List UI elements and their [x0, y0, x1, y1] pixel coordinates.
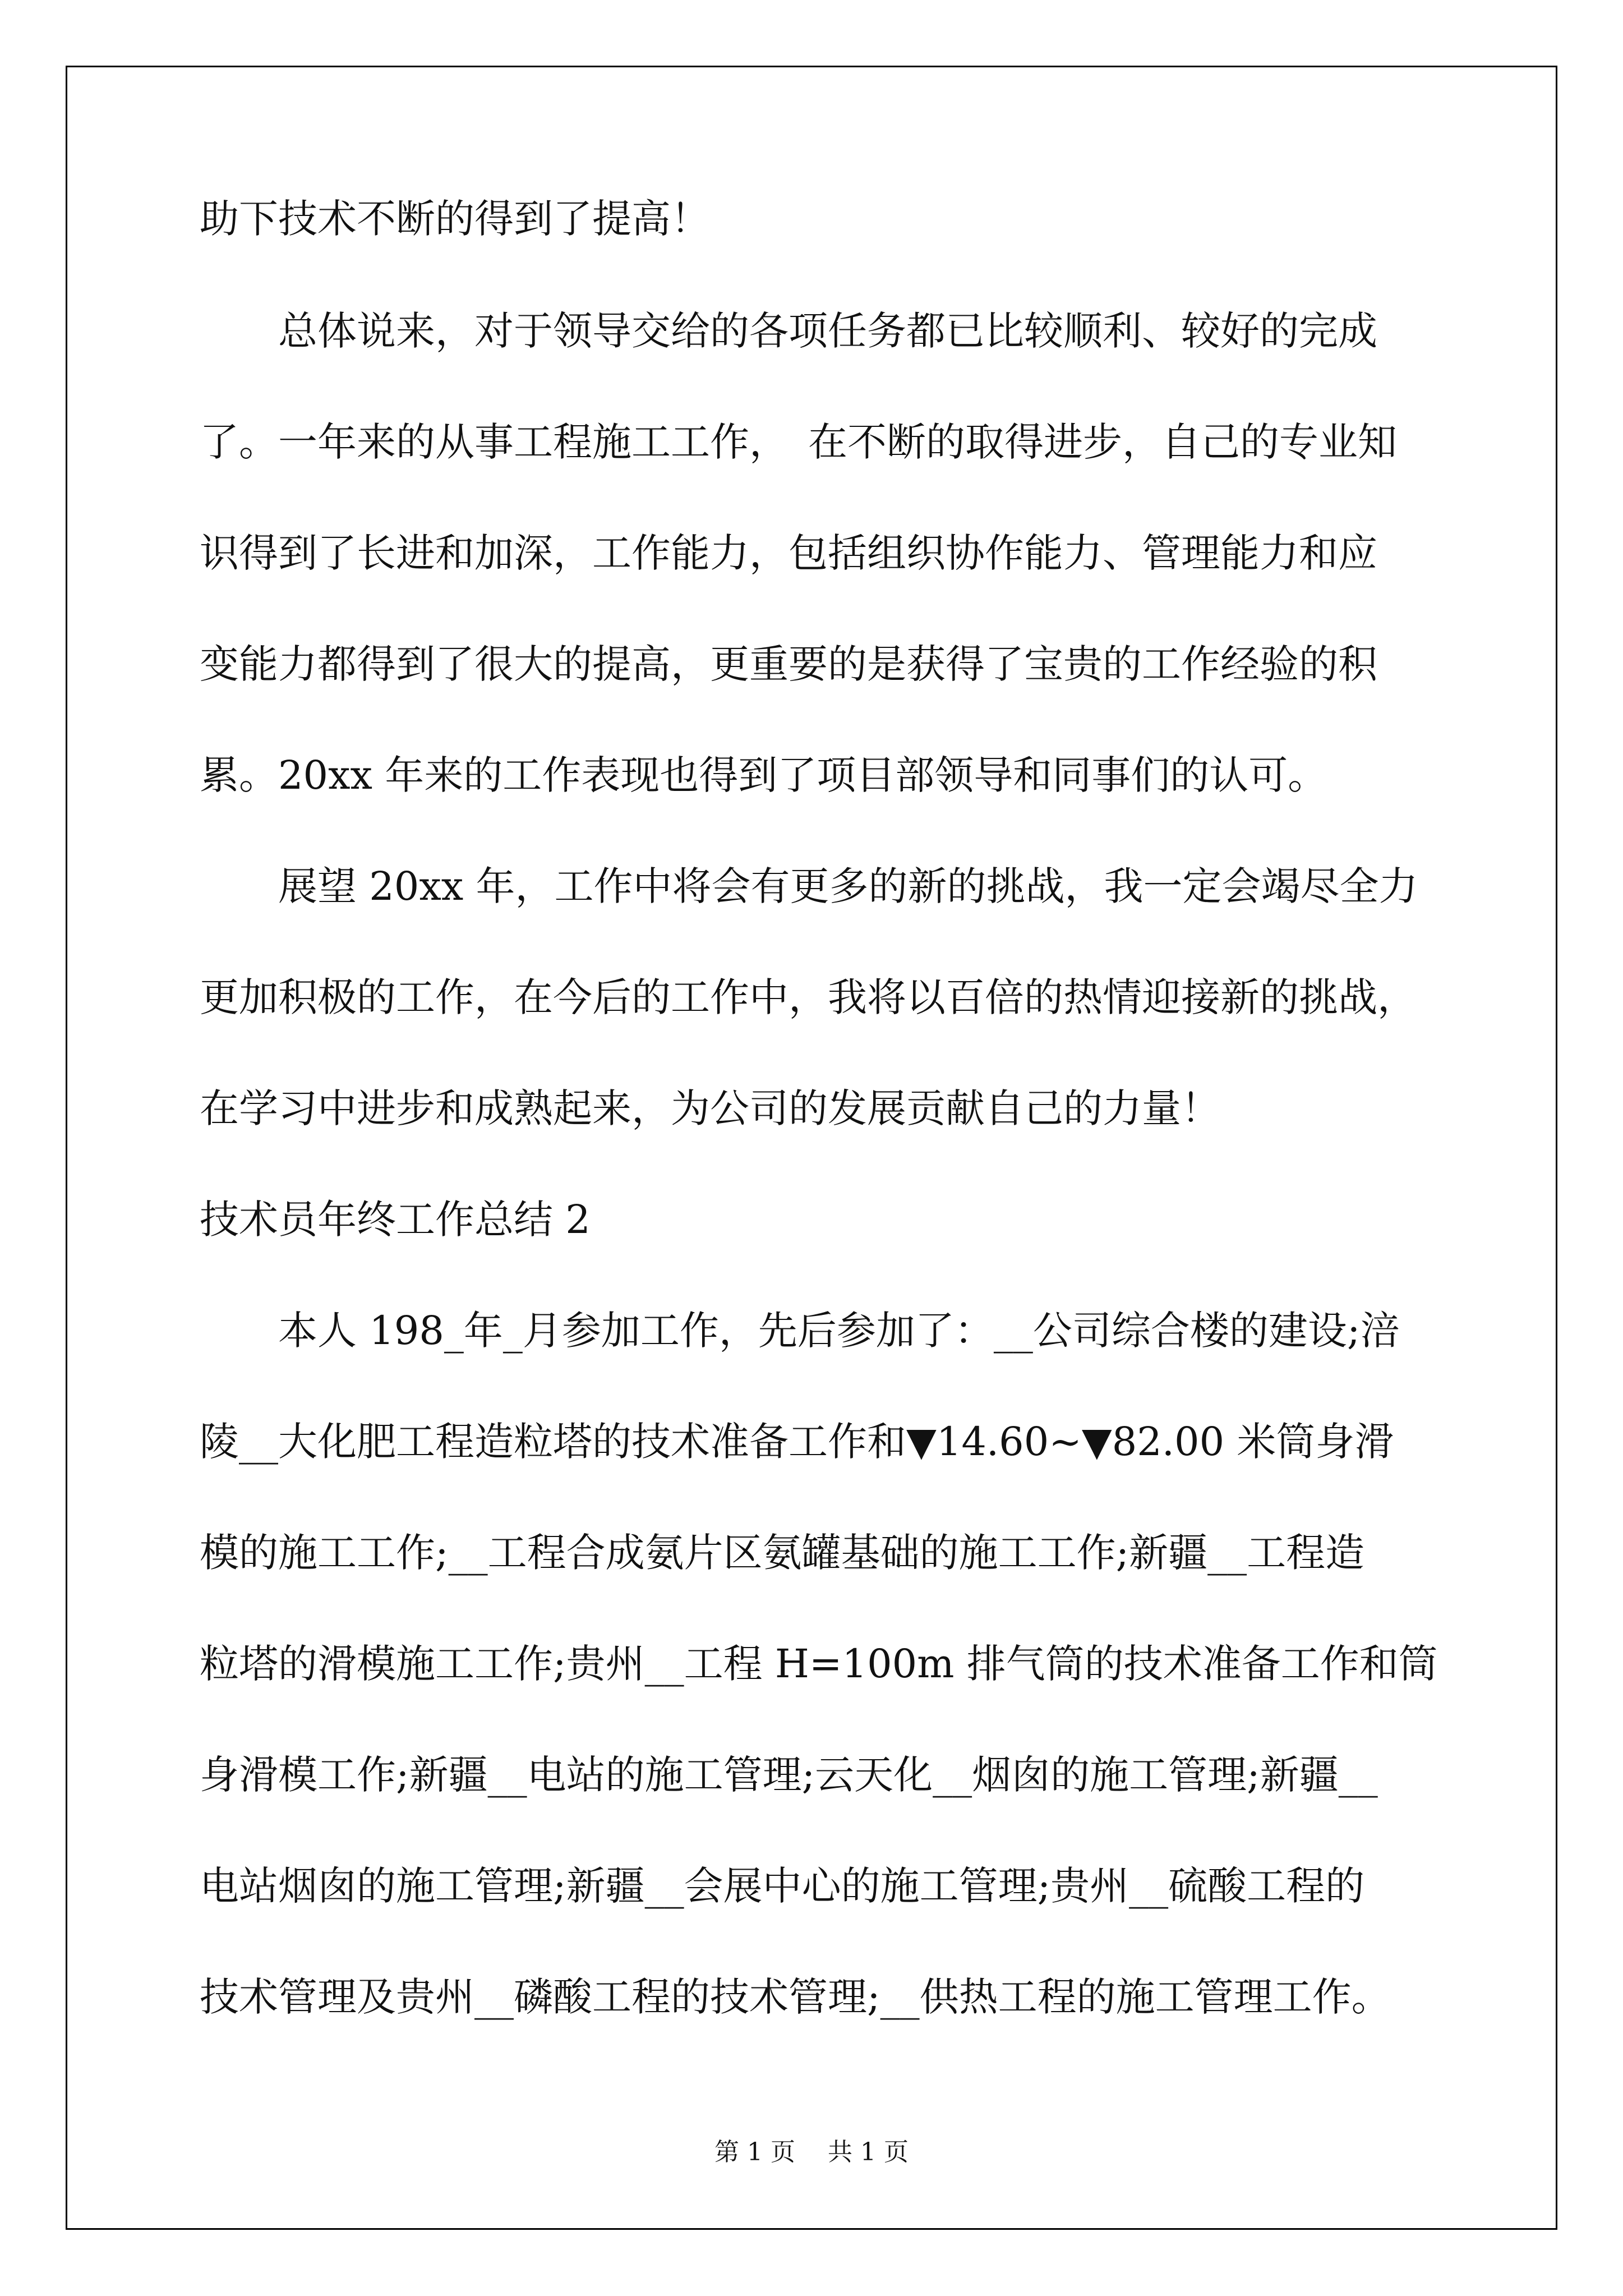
text-line: 技术管理及贵州__磷酸工程的技术管理;__供热工程的施工管理工作。	[200, 1974, 1391, 2020]
text-line: 了。一年来的从事工程施工工作， 在不断的取得进步，自己的专业知	[200, 419, 1397, 465]
text-line: 累。20xx 年来的工作表现也得到了项目部领导和同事们的认可。	[200, 752, 1327, 798]
text-line: 助下技术不断的得到了提高！	[200, 196, 710, 242]
text-line: 身滑模工作;新疆__电站的施工管理;云天化__烟囱的施工管理;新疆__	[200, 1752, 1378, 1798]
page-number-footer: 第 1 页 共 1 页	[714, 2138, 909, 2166]
text-line: 电站烟囱的施工管理;新疆__会展中心的施工管理;贵州__硫酸工程的	[200, 1863, 1365, 1909]
text-line: 变能力都得到了很大的提高，更重要的是获得了宝贵的工作经验的积	[200, 641, 1377, 687]
text-line: 本人 198_年_月参加工作，先后参加了：__公司综合楼的建设;涪	[200, 1308, 1400, 1354]
text-line: 粒塔的滑模施工工作;贵州__工程 H=100m 排气筒的技术准备工作和筒	[200, 1641, 1438, 1687]
text-line: 更加积极的工作，在今后的工作中，我将以百倍的热情迎接新的挑战，	[200, 974, 1417, 1020]
section-heading: 技术员年终工作总结 2	[200, 1197, 591, 1243]
text-line: 展望 20xx 年，工作中将会有更多的新的挑战，我一定会竭尽全力	[200, 863, 1418, 909]
text-line: 模的施工工作;__工程合成氨片区氨罐基础的施工工作;新疆__工程造	[200, 1530, 1365, 1576]
text-line: 陵__大化肥工程造粒塔的技术准备工作和▼14.60~▼82.00 米筒身滑	[200, 1419, 1394, 1465]
text-line: 识得到了长进和加深，工作能力，包括组织协作能力、管理能力和应	[200, 530, 1377, 576]
text-line: 总体说来，对于领导交给的各项任务都已比较顺利、较好的完成	[200, 308, 1377, 354]
text-line: 在学习中进步和成熟起来，为公司的发展贡献自己的力量！	[200, 1085, 1220, 1131]
